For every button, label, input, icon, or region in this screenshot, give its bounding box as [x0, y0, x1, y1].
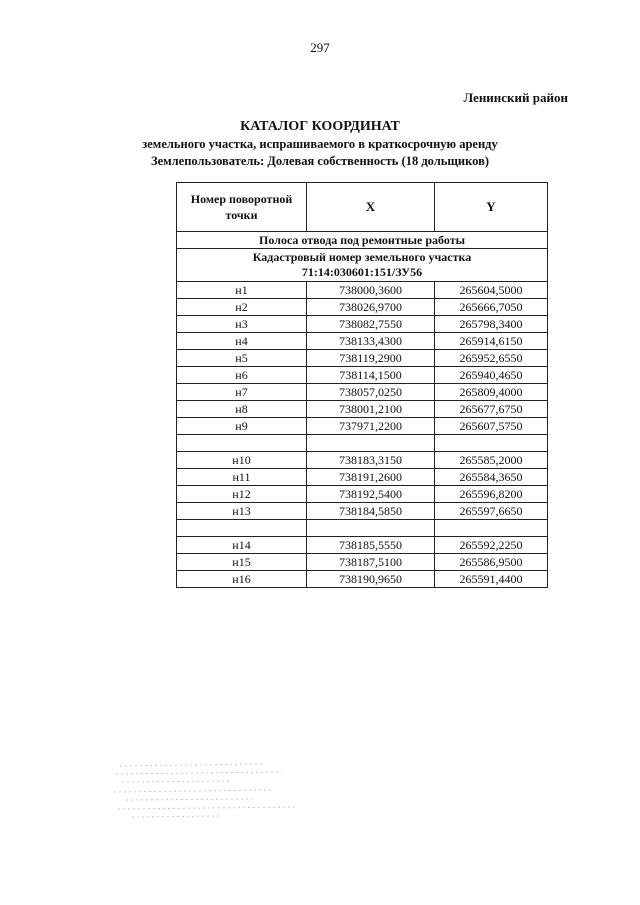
y-coordinate-cell: 265585,2000	[435, 452, 548, 469]
x-coordinate-cell: 738001,2100	[307, 401, 435, 418]
table-row	[177, 401, 548, 418]
table-row	[177, 571, 548, 588]
empty-cell	[177, 520, 307, 537]
x-coordinate-cell: 738000,3600	[307, 282, 435, 299]
y-coordinate-cell: 265597,6650	[435, 503, 548, 520]
x-coordinate-cell: 738184,5850	[307, 503, 435, 520]
header-point-number: Номер поворотной точки	[177, 183, 307, 232]
table-row	[177, 452, 548, 469]
point-number-cell: н13	[177, 503, 307, 520]
point-number-cell: н5	[177, 350, 307, 367]
x-coordinate-cell: 738133,4300	[307, 333, 435, 350]
table-row	[177, 384, 548, 401]
empty-cell	[177, 435, 307, 452]
coordinates-table	[176, 182, 548, 588]
point-number-cell: н10	[177, 452, 307, 469]
point-number-cell: н12	[177, 486, 307, 503]
point-number-cell: н2	[177, 299, 307, 316]
y-coordinate-cell: 265914,6150	[435, 333, 548, 350]
catalog-subtitle: земельного участка, испрашиваемого в краткосрочную аренду	[142, 137, 498, 151]
point-number-cell: н7	[177, 384, 307, 401]
table-row	[177, 503, 548, 520]
empty-cell	[435, 435, 548, 452]
point-number-cell: н9	[177, 418, 307, 435]
cadastral-row	[177, 249, 548, 282]
x-coordinate-cell: 738190,9650	[307, 571, 435, 588]
y-coordinate-cell: 265809,4000	[435, 384, 548, 401]
point-number-cell: н15	[177, 554, 307, 571]
section-title-row	[177, 232, 548, 249]
y-coordinate-cell: 265586,9500	[435, 554, 548, 571]
y-coordinate-cell: 265677,6750	[435, 401, 548, 418]
empty-cell	[307, 435, 435, 452]
y-coordinate-cell: 265666,7050	[435, 299, 548, 316]
y-coordinate-cell: 265596,8200	[435, 486, 548, 503]
point-number-cell: н16	[177, 571, 307, 588]
empty-cell	[307, 520, 435, 537]
x-coordinate-cell: 738082,7550	[307, 316, 435, 333]
y-coordinate-cell: 265592,2250	[435, 537, 548, 554]
cadastral-number: 71:14:030601:151/ЗУ56	[301, 265, 423, 279]
cadastral-label: Кадастровый номер земельного участка	[252, 250, 472, 264]
y-coordinate-cell: 265940,4650	[435, 367, 548, 384]
faded-stamp-marks	[112, 762, 302, 820]
y-coordinate-cell: 265952,6550	[435, 350, 548, 367]
y-coordinate-cell: 265584,3650	[435, 469, 548, 486]
table-row	[177, 282, 548, 299]
table-row	[177, 350, 548, 367]
empty-cell	[435, 520, 548, 537]
y-coordinate-cell: 265591,4400	[435, 571, 548, 588]
section-title: Полоса отвода под ремонтные работы	[177, 232, 548, 249]
land-user-line: Землепользователь: Долевая собственность (18 дольщиков)	[150, 154, 489, 168]
x-coordinate-cell: 738192,5400	[307, 486, 435, 503]
y-coordinate-cell: 265798,3400	[435, 316, 548, 333]
point-number-cell: н14	[177, 537, 307, 554]
table-row	[177, 486, 548, 503]
table-row	[177, 316, 548, 333]
catalog-title: КАТАЛОГ КООРДИНАТ	[240, 119, 400, 134]
point-number-cell: н8	[177, 401, 307, 418]
table-row	[177, 537, 548, 554]
x-coordinate-cell: 738119,2900	[307, 350, 435, 367]
y-coordinate-cell: 265604,5000	[435, 282, 548, 299]
table-row	[177, 333, 548, 350]
cadastral-cell	[177, 249, 548, 282]
table-row	[177, 554, 548, 571]
x-coordinate-cell: 738114,1500	[307, 367, 435, 384]
x-coordinate-cell: 738026,9700	[307, 299, 435, 316]
x-coordinate-cell: 738191,2600	[307, 469, 435, 486]
point-number-cell: н6	[177, 367, 307, 384]
point-number-cell: н3	[177, 316, 307, 333]
table-header-row	[177, 183, 548, 232]
catalog-heading	[0, 118, 640, 170]
x-coordinate-cell: 738057,0250	[307, 384, 435, 401]
x-coordinate-cell: 738185,5550	[307, 537, 435, 554]
header-y: Y	[435, 183, 548, 232]
page-number: 297	[310, 40, 330, 55]
point-number-cell: н1	[177, 282, 307, 299]
empty-separator-row	[177, 520, 548, 537]
y-coordinate-cell: 265607,5750	[435, 418, 548, 435]
point-number-cell: н11	[177, 469, 307, 486]
point-number-cell: н4	[177, 333, 307, 350]
table-row	[177, 469, 548, 486]
table-row	[177, 299, 548, 316]
table-row	[177, 367, 548, 384]
x-coordinate-cell: 738187,5100	[307, 554, 435, 571]
table-row	[177, 418, 548, 435]
district-label: Ленинский район	[463, 90, 568, 105]
empty-separator-row	[177, 435, 548, 452]
x-coordinate-cell: 738183,3150	[307, 452, 435, 469]
x-coordinate-cell: 737971,2200	[307, 418, 435, 435]
header-x: X	[307, 183, 435, 232]
